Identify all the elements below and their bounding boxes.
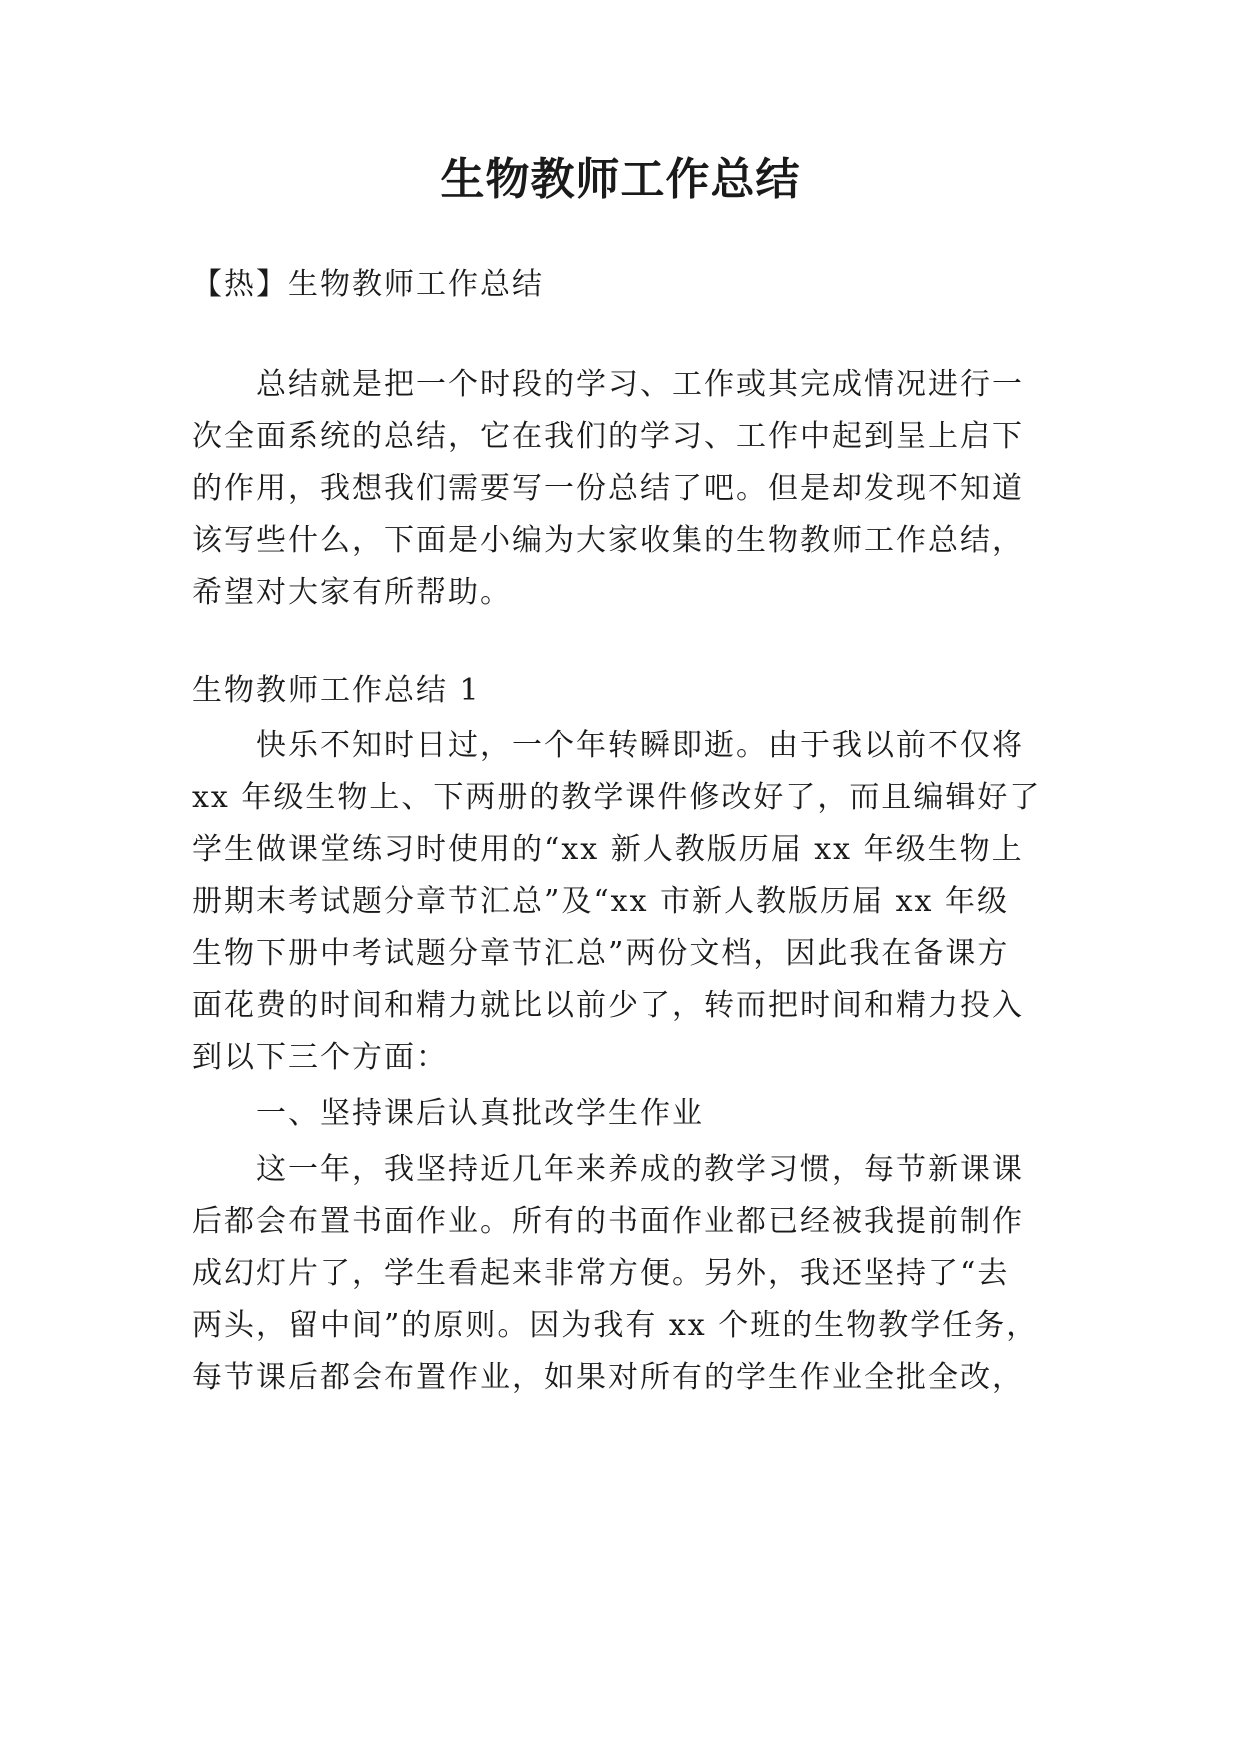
paragraph-line: 生物下册中考试题分章节汇总”两份文档，因此我在备课方 — [192, 936, 1010, 971]
paragraph-line: 总结就是把一个时段的学习、工作或其完成情况进行一 — [256, 367, 1024, 402]
paragraph-line: 这一年，我坚持近几年来养成的教学习惯，每节新课课 — [256, 1152, 1024, 1187]
paragraph-line: xx 年级生物上、下两册的教学课件修改好了，而且编辑好了 — [192, 780, 1042, 815]
paragraph-line: 的作用，我想我们需要写一份总结了吧。但是却发现不知道 — [192, 471, 1024, 506]
paragraph-line: 每节课后都会布置作业，如果对所有的学生作业全批全改， — [192, 1360, 1024, 1395]
paragraph-line: 快乐不知时日过，一个年转瞬即逝。由于我以前不仅将 — [256, 728, 1024, 763]
paragraph-line: 该写些什么，下面是小编为大家收集的生物教师工作总结， — [192, 523, 1024, 558]
paragraph-line: 学生做课堂练习时使用的“xx 新人教版历届 xx 年级生物上 — [192, 832, 1024, 867]
paragraph-line: 后都会布置书面作业。所有的书面作业都已经被我提前制作 — [192, 1204, 1024, 1239]
section-heading: 生物教师工作总结 1 — [192, 673, 481, 708]
paragraph-line: 次全面系统的总结，它在我们的学习、工作中起到呈上启下 — [192, 419, 1024, 454]
paragraph-line: 册期末考试题分章节汇总”及“xx 市新人教版历届 xx 年级 — [192, 884, 1009, 919]
document-title: 生物教师工作总结 — [440, 154, 801, 205]
paragraph-line: 成幻灯片了，学生看起来非常方便。另外，我还坚持了“去 — [192, 1256, 1010, 1291]
subtitle-line: 【热】生物教师工作总结 — [192, 267, 544, 302]
paragraph-line: 两头，留中间”的原则。因为我有 xx 个班的生物教学任务， — [192, 1308, 1039, 1343]
paragraph-line: 到以下三个方面： — [192, 1040, 448, 1075]
paragraph-line: 面花费的时间和精力就比以前少了，转而把时间和精力投入 — [192, 988, 1024, 1023]
subsection-heading: 一、坚持课后认真批改学生作业 — [256, 1096, 704, 1131]
paragraph-line: 希望对大家有所帮助。 — [192, 575, 512, 610]
